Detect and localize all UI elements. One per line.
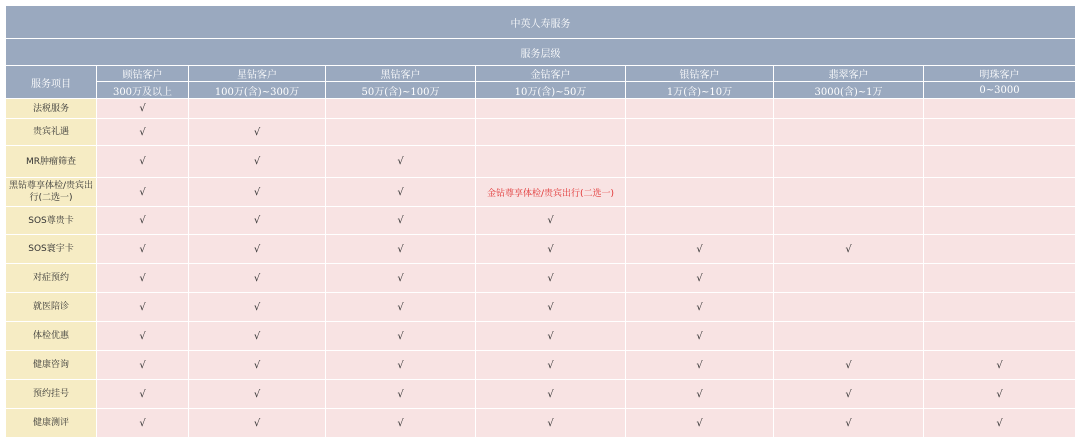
empty-cell <box>476 99 626 119</box>
table-row <box>6 146 1076 178</box>
check-mark: √ <box>97 293 189 322</box>
table-row <box>6 409 1076 438</box>
check-mark: √ <box>326 235 476 264</box>
service-item-header: 服务项目 <box>6 66 97 99</box>
check-mark: √ <box>774 380 924 409</box>
empty-cell <box>626 146 774 178</box>
service-name: 预约挂号 <box>6 380 97 409</box>
service-name: 健康咨询 <box>6 351 97 380</box>
service-name: 健康测评 <box>6 409 97 438</box>
table-row <box>6 207 1076 235</box>
service-name: SOS寰宇卡 <box>6 235 97 264</box>
check-mark: √ <box>924 380 1076 409</box>
empty-cell <box>774 119 924 146</box>
tier-header-0: 顾钻客户 <box>97 66 189 82</box>
tier-header-2: 黑钻客户 <box>326 66 476 82</box>
check-mark: √ <box>924 351 1076 380</box>
check-mark: √ <box>326 178 476 207</box>
empty-cell <box>626 99 774 119</box>
tier-header-3: 金钻客户 <box>476 66 626 82</box>
tier-range-2: 50万(含)~100万 <box>326 82 476 99</box>
empty-cell <box>774 322 924 351</box>
service-table <box>5 5 1076 438</box>
check-mark: √ <box>626 380 774 409</box>
empty-cell <box>476 146 626 178</box>
check-mark: √ <box>924 409 1076 438</box>
service-name: 法税服务 <box>6 99 97 119</box>
check-mark: √ <box>97 178 189 207</box>
service-name: 对症预约 <box>6 264 97 293</box>
check-mark: √ <box>326 380 476 409</box>
empty-cell <box>326 119 476 146</box>
tier-range-1: 100万(含)~300万 <box>189 82 326 99</box>
check-mark: √ <box>189 322 326 351</box>
empty-cell <box>924 207 1076 235</box>
check-mark: √ <box>326 351 476 380</box>
empty-cell <box>774 293 924 322</box>
check-mark: √ <box>476 207 626 235</box>
check-mark: √ <box>97 322 189 351</box>
empty-cell <box>924 99 1076 119</box>
empty-cell <box>924 178 1076 207</box>
check-mark: √ <box>189 264 326 293</box>
tier-range-6: 0~3000 <box>924 82 1076 99</box>
check-mark: √ <box>476 264 626 293</box>
empty-cell <box>924 235 1076 264</box>
table-row <box>6 99 1076 119</box>
check-mark: √ <box>476 351 626 380</box>
check-mark: √ <box>97 119 189 146</box>
check-mark: √ <box>326 409 476 438</box>
check-mark: √ <box>97 235 189 264</box>
check-mark: √ <box>97 409 189 438</box>
tier-range-0: 300万及以上 <box>97 82 189 99</box>
service-name: 黑钻尊享体检/贵宾出行(二选一) <box>6 178 97 207</box>
table-row <box>6 264 1076 293</box>
check-mark: √ <box>97 207 189 235</box>
empty-cell <box>774 146 924 178</box>
tier-header-4: 银钻客户 <box>626 66 774 82</box>
empty-cell <box>626 207 774 235</box>
empty-cell <box>924 264 1076 293</box>
check-mark: √ <box>326 293 476 322</box>
empty-cell <box>326 99 476 119</box>
empty-cell <box>924 322 1076 351</box>
empty-cell <box>774 178 924 207</box>
check-mark: √ <box>326 207 476 235</box>
check-mark: √ <box>326 146 476 178</box>
check-mark: √ <box>189 351 326 380</box>
table-title: 中英人寿服务 <box>6 6 1076 39</box>
check-mark: √ <box>774 235 924 264</box>
empty-cell <box>774 207 924 235</box>
empty-cell <box>924 146 1076 178</box>
check-mark: √ <box>189 380 326 409</box>
check-mark: √ <box>97 146 189 178</box>
check-mark: √ <box>189 235 326 264</box>
tier-range-5: 3000(含)~1万 <box>774 82 924 99</box>
service-level-header: 服务层级 <box>6 39 1076 66</box>
empty-cell <box>924 119 1076 146</box>
service-name: 体检优惠 <box>6 322 97 351</box>
check-mark: √ <box>189 178 326 207</box>
table-row <box>6 380 1076 409</box>
check-mark: √ <box>189 293 326 322</box>
service-name: MR肿瘤筛查 <box>6 146 97 178</box>
check-mark: √ <box>626 322 774 351</box>
tier-note: 金钻尊享体检/贵宾出行(二选一) <box>476 178 626 207</box>
table-row <box>6 351 1076 380</box>
check-mark: √ <box>97 264 189 293</box>
check-mark: √ <box>626 409 774 438</box>
check-mark: √ <box>476 409 626 438</box>
check-mark: √ <box>97 380 189 409</box>
check-mark: √ <box>189 146 326 178</box>
service-name: 贵宾礼遇 <box>6 119 97 146</box>
check-mark: √ <box>189 207 326 235</box>
service-name: SOS尊贵卡 <box>6 207 97 235</box>
table-row <box>6 235 1076 264</box>
empty-cell <box>626 178 774 207</box>
check-mark: √ <box>626 264 774 293</box>
tier-range-4: 1万(含)~10万 <box>626 82 774 99</box>
tier-header-5: 翡翠客户 <box>774 66 924 82</box>
check-mark: √ <box>189 409 326 438</box>
check-mark: √ <box>774 409 924 438</box>
tier-range-3: 10万(含)~50万 <box>476 82 626 99</box>
empty-cell <box>924 293 1076 322</box>
service-name: 就医陪诊 <box>6 293 97 322</box>
tier-header-6: 明珠客户 <box>924 66 1076 82</box>
check-mark: √ <box>326 264 476 293</box>
check-mark: √ <box>626 293 774 322</box>
empty-cell <box>774 264 924 293</box>
check-mark: √ <box>476 293 626 322</box>
check-mark: √ <box>476 235 626 264</box>
table-row <box>6 178 1076 207</box>
check-mark: √ <box>626 351 774 380</box>
check-mark: √ <box>476 380 626 409</box>
empty-cell <box>476 119 626 146</box>
table-row <box>6 119 1076 146</box>
check-mark: √ <box>97 99 189 119</box>
check-mark: √ <box>626 235 774 264</box>
check-mark: √ <box>326 322 476 351</box>
empty-cell <box>626 119 774 146</box>
check-mark: √ <box>476 322 626 351</box>
empty-cell <box>189 99 326 119</box>
check-mark: √ <box>189 119 326 146</box>
table-row <box>6 293 1076 322</box>
tier-header-1: 星钻客户 <box>189 66 326 82</box>
check-mark: √ <box>97 351 189 380</box>
check-mark: √ <box>774 351 924 380</box>
table-row <box>6 322 1076 351</box>
service-table-container <box>5 5 1075 438</box>
empty-cell <box>774 99 924 119</box>
